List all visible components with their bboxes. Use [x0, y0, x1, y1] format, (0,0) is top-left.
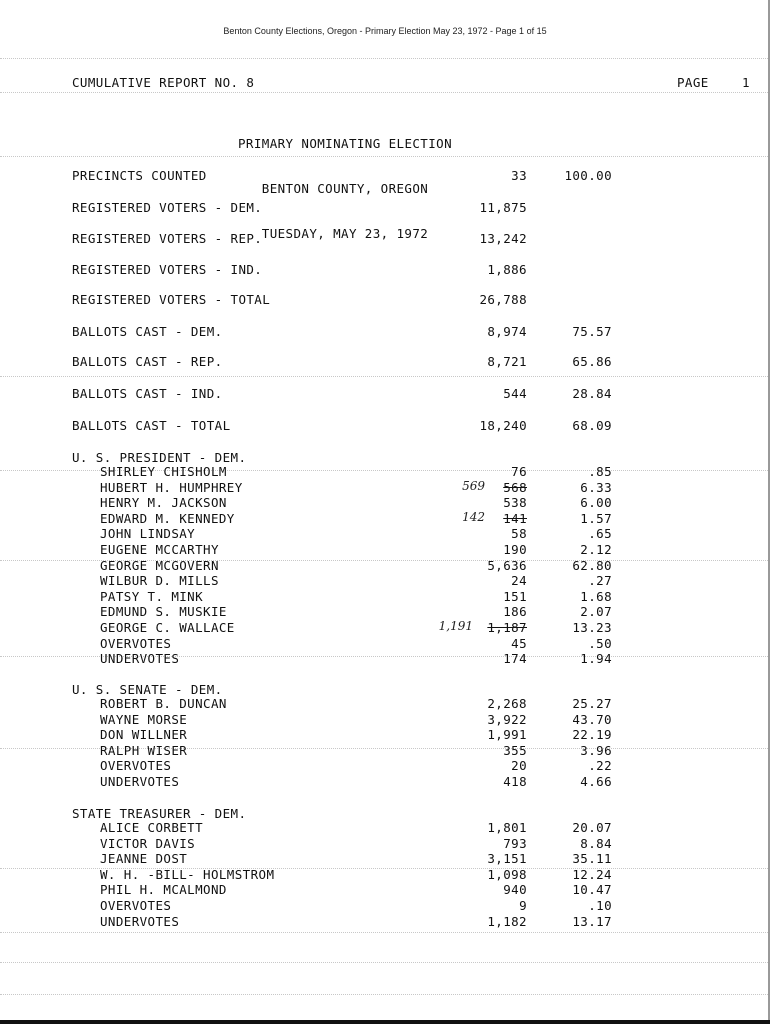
candidate-name: GEORGE C. WALLACE [100, 620, 235, 635]
candidate-name: RALPH WISER [100, 742, 188, 758]
summary-value: 18,240 [479, 418, 527, 433]
candidate-percent: 1.94 [580, 651, 612, 667]
candidate-row [0, 696, 770, 712]
candidate-name: EUGENE MCCARTHY [100, 542, 219, 557]
candidate-row [0, 495, 770, 511]
candidate-row [0, 727, 770, 743]
summary-label: BALLOTS CAST - TOTAL [72, 418, 231, 433]
candidate-percent: 25.27 [572, 696, 612, 711]
candidate-name: HUBERT H. HUMPHREY [100, 479, 243, 495]
candidate-votes: 1,182 [487, 913, 527, 929]
candidate-percent: 4.66 [580, 774, 612, 789]
scan-line [0, 92, 770, 94]
candidate-name: PATSY T. MINK [100, 588, 204, 604]
summary-label: REGISTERED VOTERS - TOTAL [72, 292, 271, 307]
summary-value: 8,721 [487, 354, 527, 369]
candidate-name: OVERVOTES [100, 758, 172, 774]
candidate-percent: 6.00 [580, 495, 612, 511]
candidate-row [0, 558, 770, 574]
summary-row [0, 354, 770, 370]
candidate-name: ALICE CORBETT [100, 820, 204, 835]
handwritten-correction: 142 [462, 509, 485, 524]
page-number: 1 [742, 75, 750, 90]
candidate-percent: .65 [588, 526, 612, 542]
candidate-row [0, 651, 770, 667]
candidate-percent: 20.07 [572, 820, 612, 835]
race-title-text: U. S. PRESIDENT - DEM. [72, 450, 247, 465]
summary-label: BALLOTS CAST - IND. [72, 386, 223, 401]
summary-value: 26,788 [479, 292, 527, 307]
summary-percent: 75.57 [572, 324, 612, 339]
candidate-name: OVERVOTES [100, 635, 172, 651]
scan-line [0, 962, 770, 964]
summary-row [0, 168, 770, 184]
candidate-name: DON WILLNER [100, 727, 188, 743]
candidate-percent: 62.80 [572, 557, 612, 573]
summary-row [0, 418, 770, 434]
candidate-name: PHIL H. MCALMOND [100, 882, 227, 898]
summary-label: PRECINCTS COUNTED [72, 168, 207, 183]
handwritten-correction: 1,191 [438, 619, 473, 633]
candidate-name: JOHN LINDSAY [100, 526, 196, 542]
candidate-row [0, 820, 770, 836]
candidate-name: VICTOR DAVIS [100, 835, 196, 851]
candidate-votes: 45 [511, 635, 527, 651]
candidate-votes: 58 [511, 526, 527, 542]
candidate-votes: 151 [503, 588, 527, 604]
summary-value: 13,242 [479, 231, 527, 246]
summary-label: BALLOTS CAST - DEM. [72, 324, 223, 339]
candidate-name: OVERVOTES [100, 898, 172, 913]
candidate-row [0, 867, 770, 883]
candidate-votes: 2,268 [487, 696, 527, 711]
race-title-text: U. S. SENATE - DEM. [72, 682, 223, 697]
report-title: CUMULATIVE REPORT NO. 8 [72, 75, 255, 90]
scan-line [0, 376, 770, 378]
candidate-name: SHIRLEY CHISHOLM [100, 464, 227, 479]
heading-line: BENTON COUNTY, OREGON [261, 181, 429, 196]
candidate-name: WILBUR D. MILLS [100, 573, 219, 589]
candidate-name: W. H. -BILL- HOLMSTROM [100, 866, 275, 882]
candidate-votes: 1,801 [487, 820, 527, 835]
candidate-name: UNDERVOTES [100, 651, 180, 667]
candidate-votes: 9 [519, 898, 527, 913]
candidate-percent: 6.33 [580, 479, 612, 495]
candidate-row [0, 464, 770, 480]
scan-line [0, 994, 770, 996]
candidate-votes: 538 [503, 495, 527, 511]
handwritten-correction: 569 [462, 478, 485, 493]
summary-percent: 100.00 [564, 168, 612, 183]
summary-label: REGISTERED VOTERS - DEM. [72, 200, 263, 215]
summary-label: BALLOTS CAST - REP. [72, 354, 223, 369]
scan-line [0, 932, 770, 934]
candidate-percent: 3.96 [580, 742, 612, 758]
candidate-votes: 1,098 [487, 866, 527, 882]
page-label: PAGE [677, 75, 709, 90]
summary-percent: 65.86 [572, 354, 612, 369]
summary-row [0, 200, 770, 216]
candidate-percent: .22 [588, 758, 612, 774]
candidate-votes: 793 [503, 835, 527, 851]
candidate-row [0, 882, 770, 898]
candidate-votes: 174 [503, 651, 527, 667]
candidate-votes: 1,991 [487, 727, 527, 743]
candidate-row [0, 604, 770, 620]
candidate-name: UNDERVOTES [100, 774, 180, 789]
candidate-votes: 3,151 [487, 851, 527, 867]
candidate-name: UNDERVOTES [100, 913, 180, 929]
summary-row [0, 292, 770, 308]
candidate-name: WAYNE MORSE [100, 711, 188, 727]
candidate-percent: 12.24 [572, 866, 612, 882]
race-title-text: STATE TREASURER - DEM. [72, 806, 247, 821]
summary-value: 1,886 [487, 262, 527, 277]
candidate-row [0, 542, 770, 558]
candidate-percent: 8.84 [580, 835, 612, 851]
heading-line: PRIMARY NOMINATING ELECTION [238, 136, 452, 151]
candidate-row [0, 620, 770, 636]
summary-row [0, 262, 770, 278]
candidate-name: GEORGE MCGOVERN [100, 557, 219, 573]
candidate-votes: 355 [503, 742, 527, 758]
page-header-line: Benton County Elections, Oregon - Primary Election May 23, 1972 - Page 1 of 15 [223, 26, 547, 36]
candidate-row [0, 526, 770, 542]
candidate-row [0, 758, 770, 774]
candidate-row [0, 511, 770, 527]
candidate-row [0, 712, 770, 728]
candidate-percent: 10.47 [572, 882, 612, 898]
candidate-row [0, 480, 770, 496]
summary-value: 544 [503, 386, 527, 401]
summary-percent: 28.84 [572, 386, 612, 401]
candidate-row [0, 743, 770, 759]
candidate-votes: 418 [503, 774, 527, 789]
candidate-votes: 186 [503, 604, 527, 620]
candidate-name: EDMUND S. MUSKIE [100, 604, 227, 620]
candidate-votes: 141 [503, 510, 527, 526]
candidate-votes: 940 [503, 882, 527, 898]
candidate-name: JEANNE DOST [100, 851, 188, 867]
candidate-percent: 13.23 [572, 620, 612, 635]
candidate-percent: 1.68 [580, 588, 612, 604]
candidate-votes: 5,636 [487, 557, 527, 573]
candidate-percent: .50 [588, 635, 612, 651]
candidate-row [0, 898, 770, 914]
candidate-percent: 1.57 [580, 510, 612, 526]
summary-value: 11,875 [479, 200, 527, 215]
summary-row [0, 324, 770, 340]
summary-percent: 68.09 [572, 418, 612, 433]
candidate-percent: 2.12 [580, 542, 612, 557]
candidate-percent: .27 [588, 573, 612, 589]
candidate-percent: .10 [588, 898, 612, 913]
summary-value: 33 [511, 168, 527, 183]
page-bottom-edge [0, 1020, 770, 1024]
summary-row [0, 386, 770, 402]
summary-value: 8,974 [487, 324, 527, 339]
candidate-votes: 568 [503, 479, 527, 495]
candidate-percent: 35.11 [572, 851, 612, 867]
candidate-row [0, 589, 770, 605]
candidate-row [0, 573, 770, 589]
candidate-percent: 2.07 [580, 604, 612, 620]
candidate-votes: 190 [503, 542, 527, 557]
candidate-name: ROBERT B. DUNCAN [100, 696, 227, 711]
candidate-votes: 1,187 [487, 620, 527, 635]
heading-line: TUESDAY, MAY 23, 1972 [261, 226, 429, 241]
candidate-percent: 22.19 [572, 727, 612, 743]
scan-line [0, 58, 770, 60]
candidate-votes: 3,922 [487, 711, 527, 727]
candidate-row [0, 851, 770, 867]
candidate-name: EDWARD M. KENNEDY [100, 510, 235, 526]
candidate-votes: 76 [511, 464, 527, 479]
summary-label: REGISTERED VOTERS - IND. [72, 262, 263, 277]
candidate-percent: 13.17 [572, 913, 612, 929]
candidate-votes: 20 [511, 758, 527, 774]
candidate-row [0, 836, 770, 852]
candidate-name: HENRY M. JACKSON [100, 495, 227, 511]
candidate-row [0, 774, 770, 790]
candidate-percent: 43.70 [572, 711, 612, 727]
candidate-row [0, 914, 770, 930]
candidate-percent: .85 [588, 464, 612, 479]
summary-label: REGISTERED VOTERS - REP. [72, 231, 263, 246]
candidate-votes: 24 [511, 573, 527, 589]
candidate-row [0, 636, 770, 652]
summary-row [0, 231, 770, 247]
